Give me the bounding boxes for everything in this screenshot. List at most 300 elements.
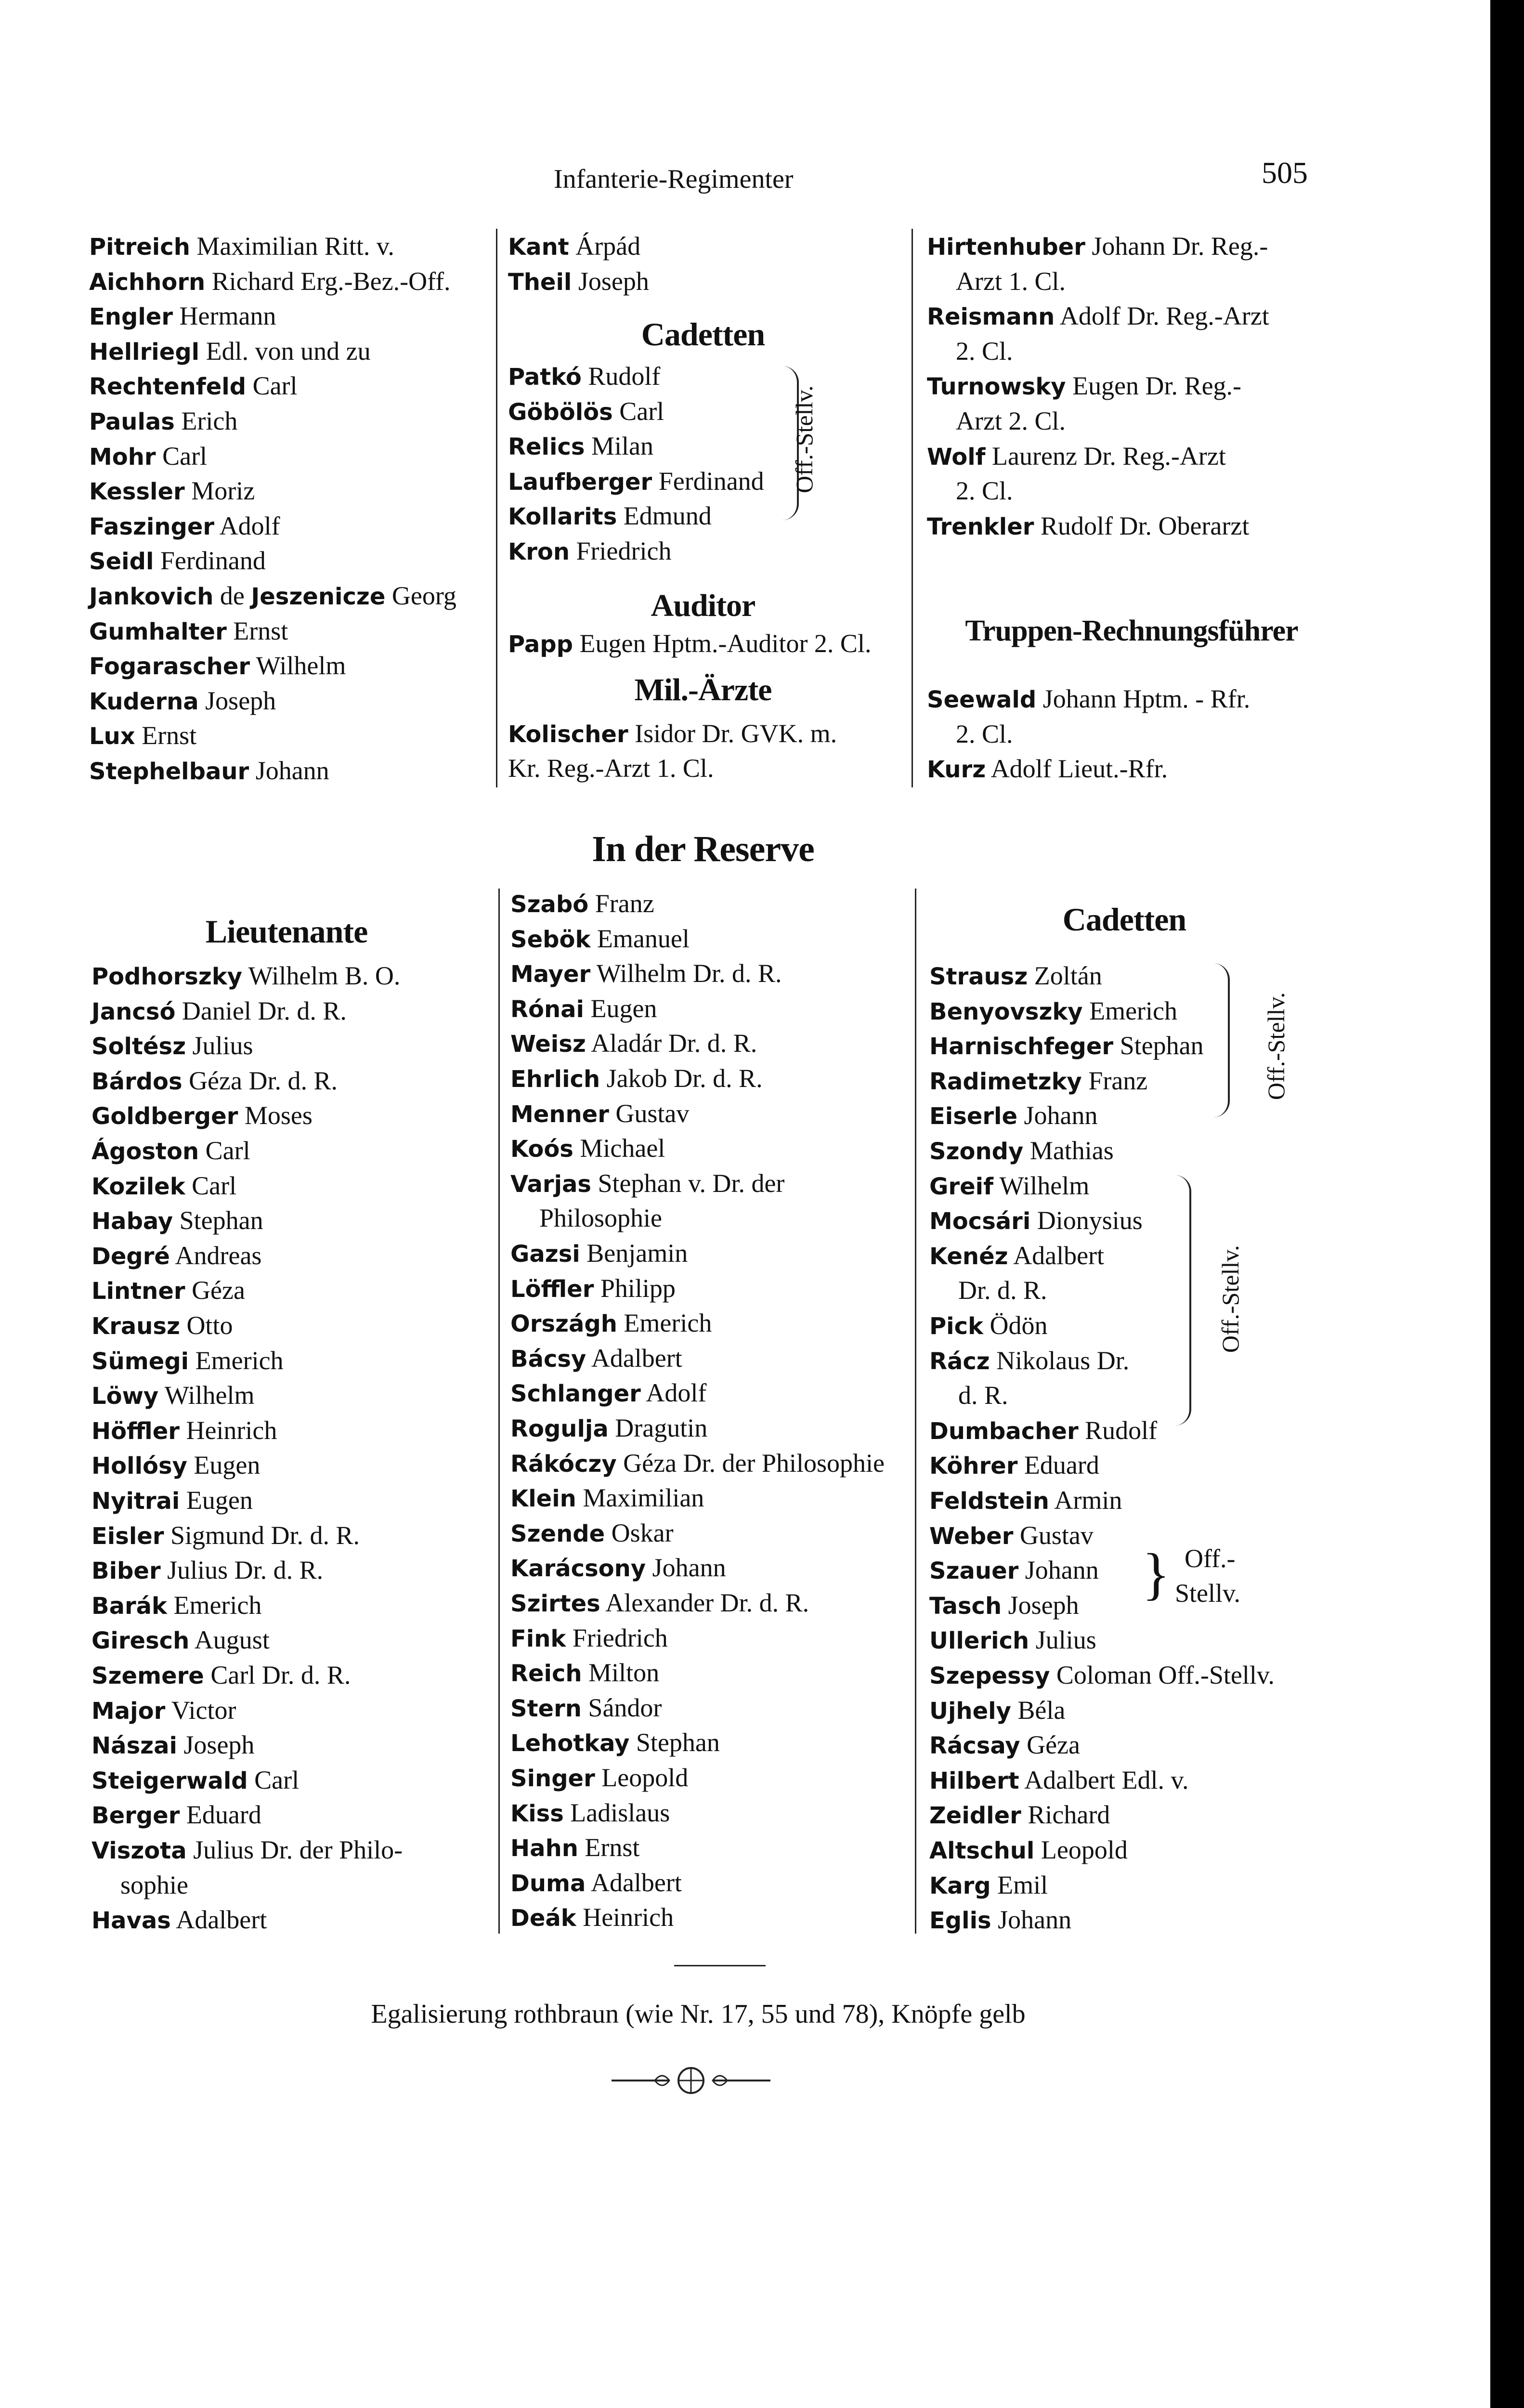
entry-surname: Kenéz: [929, 1243, 1008, 1270]
entry-surname: Seewald: [927, 686, 1037, 713]
entry-rest: Carl Dr. d. R.: [204, 1661, 351, 1689]
entry-rest: Mathias: [1023, 1136, 1114, 1165]
entry-rest: Adalbert: [586, 1343, 682, 1373]
list-entry: [929, 1343, 1129, 1379]
entry-surname: Weber: [929, 1522, 1014, 1550]
footer-rule: [674, 1965, 766, 1966]
offstellv-label: Off.-Stellv.: [1263, 992, 1290, 1100]
entry-surname: Zeidler: [929, 1802, 1021, 1830]
list-entry: [508, 229, 640, 264]
list-entry: [929, 1693, 1065, 1728]
entry-rest: Árpád: [569, 232, 641, 261]
entry-rest: Emerich: [167, 1590, 262, 1620]
entry-rest: Adolf: [214, 511, 280, 540]
entry-surname: Sümegi: [91, 1348, 189, 1375]
entry-rest: Moses: [238, 1101, 313, 1130]
entry-rest: Aladár Dr. d. R.: [586, 1029, 757, 1058]
entry-surname: Hollósy: [91, 1453, 187, 1480]
entry-rest: Zoltán: [1028, 961, 1102, 990]
list-entry: [510, 1865, 682, 1901]
list-entry: [89, 753, 329, 789]
entry-surname: Eisler: [91, 1522, 164, 1550]
list-entry: [91, 1133, 250, 1169]
list-entry: [510, 991, 657, 1027]
entry-surname: Tasch: [929, 1592, 1002, 1620]
entry-surname: Szondy: [929, 1138, 1024, 1165]
entry-surname: Duma: [510, 1870, 586, 1897]
entry-rest: Adalbert Edl. v.: [1019, 1765, 1189, 1794]
entry-rest: Emerich: [1082, 996, 1178, 1025]
list-entry: [929, 1063, 1147, 1099]
entry-rest: Richard Erg.-Bez.-Off.: [205, 266, 451, 296]
entry-surname: Weisz: [510, 1031, 586, 1058]
entry-surname: Giresch: [91, 1627, 190, 1655]
list-entry: [89, 578, 456, 614]
entry-surname: Ehrlich: [510, 1066, 600, 1093]
entry-surname: Stern: [510, 1695, 582, 1722]
entry-surname: Seidl: [89, 548, 154, 576]
entry-surname: Pitreich: [89, 234, 190, 261]
list-entry: [927, 229, 1268, 264]
list-entry: [508, 429, 653, 464]
milaerzte-heading: Mil.-Ärzte: [634, 672, 772, 707]
entry-surname: Hilbert: [929, 1767, 1019, 1794]
entry-rest: Moriz: [184, 476, 255, 506]
entry-surname: Nászai: [91, 1732, 177, 1760]
entry-rest: Ferdinand: [652, 466, 764, 496]
entry-surname: Kron: [508, 538, 570, 565]
entry-rest: Ödön: [983, 1311, 1048, 1340]
entry-rest: Dr. d. R.: [958, 1276, 1047, 1305]
entry-rest: Heinrich: [179, 1415, 277, 1445]
list-entry: [510, 1795, 670, 1831]
entry-rest: Rudolf: [1078, 1415, 1158, 1445]
entry-surname: Rácz: [929, 1348, 990, 1375]
entry-rest: Adolf: [640, 1378, 707, 1408]
entry-surname: Major: [91, 1697, 166, 1725]
entry-surname: Mayer: [510, 961, 591, 988]
list-entry: [89, 299, 276, 334]
entry-surname: Fink: [510, 1625, 566, 1652]
list-entry: [91, 1028, 253, 1064]
entry-rest: Milton: [582, 1658, 660, 1688]
entry-rest: 2. Cl.: [956, 719, 1013, 748]
entry-rest: Philosophie: [539, 1204, 663, 1233]
list-entry: [510, 1026, 757, 1061]
entry-rest: Stephan: [173, 1206, 263, 1235]
list-entry: [91, 1588, 261, 1623]
list-entry: [91, 1727, 254, 1763]
entry-rest: Victor: [165, 1695, 236, 1725]
column-rule: [912, 229, 913, 787]
list-entry: [927, 439, 1226, 474]
list-entry: [89, 229, 394, 264]
entry-surname: Altschul: [929, 1837, 1035, 1864]
entry-surname: Menner: [510, 1100, 609, 1128]
offstellv-label: Off.-Stellv.: [1217, 1245, 1244, 1353]
entry-surname: Szauer: [929, 1557, 1019, 1585]
list-entry: [510, 1166, 784, 1202]
entry-surname: Wolf: [927, 443, 986, 471]
ornament-icon: [612, 2066, 770, 2095]
page-number: 505: [1262, 156, 1308, 190]
entry-rest: Erich: [174, 406, 238, 435]
entry-rest: 2. Cl.: [956, 336, 1013, 366]
list-entry: [927, 681, 1250, 717]
entry-rest: Emanuel: [590, 924, 690, 953]
list-entry: [929, 1797, 1110, 1833]
reserve-heading: In der Reserve: [592, 829, 814, 869]
entry-surname: Relics: [508, 433, 585, 461]
lieutenante-heading: Lieutenante: [205, 913, 368, 950]
entry-rest: Alexander Dr. d. R.: [600, 1588, 809, 1617]
list-entry: [510, 1341, 682, 1376]
list-entry: [927, 509, 1249, 544]
auditor-entry: Papp Eugen Hptm.-Auditor 2. Cl.: [508, 629, 872, 658]
list-entry: [929, 1378, 1008, 1413]
list-entry: [508, 359, 660, 394]
entry-rest: Philipp: [594, 1273, 676, 1303]
list-entry: [929, 1028, 1204, 1064]
entry-rest: August: [189, 1625, 270, 1655]
list-entry: [510, 1621, 668, 1656]
entry-rest: Ladislaus: [563, 1798, 670, 1827]
entry-surname: Ujhely: [929, 1697, 1011, 1725]
list-entry: [91, 958, 400, 994]
entry-surname: Faszinger: [89, 513, 215, 540]
entry-rest: Stephan: [629, 1728, 720, 1757]
entry-surname: Schlanger: [510, 1380, 641, 1408]
entry-rest: Julius Dr. der Philo-: [186, 1835, 403, 1864]
entry-surname: Kant: [508, 234, 569, 261]
entry-rest: Milan: [585, 432, 653, 461]
entry-rest: Sándor: [581, 1693, 662, 1722]
list-entry: [89, 439, 207, 474]
entry-rest: Arzt 1. Cl.: [956, 266, 1066, 296]
entry-rest: Eugen: [187, 1451, 261, 1480]
entry-surname: Soltész: [91, 1033, 186, 1060]
list-entry: [929, 1273, 1047, 1308]
list-entry: [929, 1308, 1048, 1344]
entry-rest: Johann Hptm. - Rfr.: [1036, 684, 1250, 713]
list-entry: [91, 1797, 261, 1833]
column-rule: [915, 889, 916, 1934]
entry-rest: Johann: [249, 756, 329, 785]
entry-rest: Ernst: [135, 721, 197, 750]
list-entry: [929, 1902, 1071, 1938]
list-entry: [510, 1236, 688, 1271]
entry-surname: Jancsó: [91, 998, 176, 1025]
entry-rest: Laurenz Dr. Reg.-Arzt: [985, 441, 1226, 471]
list-entry: [91, 1448, 260, 1483]
entry-rest: Adalbert: [586, 1868, 682, 1897]
entry-surname: Deák: [510, 1905, 576, 1932]
list-entry: [929, 1483, 1122, 1518]
entry-rest: Ernst: [578, 1833, 640, 1862]
entry-rest: Franz: [1081, 1066, 1148, 1095]
list-entry: [510, 886, 654, 922]
entry-surname: Sebök: [510, 926, 591, 953]
entry-surname: Engler: [89, 303, 173, 331]
offstellv-label: Off.-Stellv.: [791, 385, 818, 493]
entry-rest: Dionysius: [1030, 1206, 1143, 1235]
entry-rest: Benjamin: [580, 1239, 688, 1268]
list-entry: [929, 1623, 1096, 1658]
entry-rest: Géza Dr. d. R.: [182, 1066, 338, 1095]
entry-rest: Dragutin: [608, 1413, 708, 1442]
entry-rest: Wilhelm: [993, 1171, 1090, 1200]
entry-surname: Paulas: [89, 408, 175, 435]
list-entry: [510, 1516, 674, 1551]
entry-rest: Emerich: [617, 1309, 712, 1338]
entry-surname-extra: Jeszenicze: [251, 583, 386, 610]
entry-surname: Szabó: [510, 891, 589, 918]
entry-surname: Dumbacher: [929, 1417, 1079, 1445]
entry-surname: Lehotkay: [510, 1730, 630, 1757]
entry-surname: Feldstein: [929, 1488, 1049, 1515]
list-entry: [929, 1518, 1094, 1554]
list-entry: [510, 1306, 712, 1341]
entry-surname: Rechtenfeld: [89, 373, 247, 401]
list-entry: [510, 1900, 674, 1936]
list-entry: [927, 717, 1013, 751]
entry-rest: Joseph: [1002, 1590, 1079, 1620]
list-entry: [510, 1480, 704, 1516]
entry-rest: Oskar: [605, 1518, 674, 1547]
entry-surname: Klein: [510, 1485, 576, 1513]
list-entry: [89, 509, 280, 544]
list-entry: [929, 1763, 1189, 1798]
list-entry: [929, 1448, 1099, 1483]
list-entry: [927, 404, 1066, 438]
list-entry: [510, 1271, 676, 1307]
entry-surname: Trenkler: [927, 513, 1034, 540]
entry-rest: Eduard: [180, 1800, 261, 1830]
entry-rest: Johann: [646, 1553, 726, 1583]
list-entry: [929, 1832, 1128, 1868]
cadetten-heading: Cadetten: [641, 316, 765, 353]
entry-rest: Leopold: [1034, 1835, 1128, 1864]
entry-surname: Kurz: [927, 756, 986, 784]
entry-surname: Havas: [91, 1907, 171, 1935]
entry-rest: Emil: [990, 1870, 1048, 1899]
footer-note: Egalisierung rothbraun (wie Nr. 17, 55 und 78), Knöpfe gelb: [371, 1999, 1026, 2029]
list-entry: [91, 1623, 270, 1658]
entry-rest: Béla: [1011, 1695, 1066, 1725]
offstellv-split-1: Off.-: [1185, 1544, 1236, 1573]
entry-rest: Otto: [180, 1311, 233, 1340]
list-entry: [510, 1725, 720, 1761]
list-entry: [929, 1098, 1098, 1134]
entry-rest: Maximilian Ritt. v.: [190, 232, 394, 261]
list-entry: [508, 534, 671, 569]
entry-surname: Steigerwald: [91, 1767, 248, 1794]
entry-surname: Harnischfeger: [929, 1033, 1114, 1060]
entry-rest: Gustav: [1013, 1520, 1094, 1550]
entry-surname: Fogarascher: [89, 653, 250, 681]
entry-surname: Viszota: [91, 1837, 187, 1864]
column-rule: [496, 229, 497, 787]
entry-rest: Adolf Dr. Reg.-Arzt: [1055, 301, 1269, 331]
list-entry: [510, 1411, 707, 1446]
list-entry: [508, 394, 664, 430]
list-entry: [510, 1585, 809, 1621]
list-entry: [89, 718, 196, 754]
entry-surname: Rónai: [510, 995, 584, 1023]
entry-rest: Eduard: [1017, 1451, 1099, 1480]
entry-surname: Turnowsky: [927, 373, 1066, 401]
entry-surname: Varjas: [510, 1170, 591, 1198]
entry-rest: Carl: [199, 1136, 250, 1165]
entry-rest: Coloman Off.-Stellv.: [1050, 1661, 1275, 1689]
list-entry: [510, 1375, 706, 1411]
entry-rest: Adalbert: [1008, 1241, 1105, 1270]
entry-surname: Lintner: [91, 1278, 185, 1305]
list-entry: [91, 1343, 284, 1379]
list-entry: [510, 1201, 662, 1235]
list-entry: [927, 264, 1066, 299]
list-entry: [91, 1378, 255, 1413]
entry-rest: Arzt 2. Cl.: [956, 406, 1066, 435]
entry-surname: Degré: [91, 1243, 170, 1270]
list-entry: [927, 473, 1013, 508]
entry-rest: Carl: [246, 371, 298, 401]
list-entry: [929, 1727, 1080, 1763]
entry-rest: Joseph: [198, 686, 276, 715]
entry-surname: Karg: [929, 1872, 991, 1899]
list-entry: [91, 1553, 323, 1588]
list-entry: [91, 1658, 351, 1693]
list-entry: [927, 299, 1269, 334]
entry-rest: Maximilian: [576, 1483, 704, 1513]
list-entry: [929, 958, 1102, 994]
entry-rest: Eugen: [180, 1486, 253, 1515]
entry-rest: Armin: [1049, 1486, 1122, 1515]
entry-rest: Andreas: [169, 1241, 262, 1270]
list-entry: [91, 1063, 338, 1099]
entry-surname: Radimetzky: [929, 1068, 1082, 1095]
entry-surname: Aichhorn: [89, 268, 206, 296]
list-entry: [929, 1553, 1099, 1588]
entry-rest: Eugen Dr. Reg.-: [1066, 371, 1242, 401]
entry-rest: Sigmund Dr. d. R.: [164, 1520, 360, 1550]
entry-surname: Köhrer: [929, 1453, 1018, 1480]
entry-surname: Rácsay: [929, 1732, 1020, 1760]
list-entry: [929, 1588, 1079, 1623]
entry-rest: Géza: [185, 1276, 245, 1305]
entry-surname: Kozilek: [91, 1173, 185, 1200]
entry-rest: Friedrich: [566, 1623, 668, 1652]
auditor-heading: Auditor: [651, 588, 755, 623]
list-entry: [89, 334, 371, 369]
entry-surname: Reismann: [927, 303, 1055, 331]
entry-rest: Rudolf Dr. Oberarzt: [1034, 511, 1250, 540]
list-entry: [91, 1238, 261, 1274]
entry-surname: Stephelbaur: [89, 758, 249, 785]
entry-surname: Bácsy: [510, 1345, 586, 1373]
milaerzte-entry-cont: Kr. Reg.-Arzt 1. Cl.: [508, 754, 714, 783]
entry-rest: Carl: [612, 396, 664, 426]
truppen-heading: Truppen-Rechnungsführer: [965, 615, 1298, 647]
entry-surname: Koós: [510, 1136, 573, 1163]
list-entry: [929, 1658, 1275, 1693]
list-entry: [89, 473, 255, 509]
list-entry: [91, 1868, 188, 1902]
list-entry: [91, 1273, 245, 1309]
entry-rest: Eugen: [584, 994, 657, 1023]
list-entry: [91, 1308, 233, 1344]
entry-surname: Krausz: [91, 1313, 180, 1340]
entry-surname: Strausz: [929, 963, 1028, 990]
entry-surname: Hahn: [510, 1835, 578, 1862]
list-entry: [89, 264, 451, 300]
list-entry: [929, 1868, 1048, 1903]
list-entry: [510, 1830, 639, 1866]
list-entry: [508, 264, 649, 300]
list-entry: [510, 1061, 763, 1097]
entry-surname: Eiserle: [929, 1103, 1018, 1130]
entry-rest: Nikolaus Dr.: [990, 1346, 1130, 1375]
list-entry: [510, 1446, 885, 1481]
list-entry: [89, 648, 346, 684]
entry-rest: Wilhelm B. O.: [242, 961, 401, 990]
list-entry: [91, 1098, 313, 1134]
list-entry: [89, 404, 237, 439]
entry-surname: Lux: [89, 723, 135, 750]
entry-surname: Bárdos: [91, 1068, 182, 1095]
entry-rest: Richard: [1021, 1800, 1110, 1830]
entry-surname: Goldberger: [91, 1103, 238, 1130]
list-entry: [91, 1168, 236, 1204]
entry-rest: Joseph: [177, 1730, 255, 1760]
entry-rest: Stephan v. Dr. der: [591, 1168, 785, 1198]
list-entry: [89, 543, 266, 579]
entry-rest: Daniel Dr. d. R.: [175, 996, 347, 1025]
entry-rest: Julius: [1029, 1625, 1096, 1655]
entry-rest: Adolf Lieut.-Rfr.: [986, 754, 1168, 784]
list-entry: [929, 1413, 1157, 1449]
entry-surname: Theil: [508, 268, 572, 296]
brace: [1213, 963, 1230, 1117]
entry-surname: Barák: [91, 1592, 167, 1620]
entry-surname: Greif: [929, 1173, 993, 1200]
entry-rest: de: [213, 581, 251, 610]
entry-surname: Karácsony: [510, 1555, 646, 1583]
entry-rest: Carl: [156, 441, 208, 471]
list-entry: [510, 956, 782, 992]
list-entry: [929, 1133, 1114, 1169]
entry-rest: Rudolf: [581, 362, 661, 391]
list-entry: [91, 1413, 277, 1449]
entry-rest: 2. Cl.: [956, 476, 1013, 506]
entry-rest: Gustav: [609, 1099, 690, 1128]
entry-rest-extra: Georg: [385, 581, 456, 610]
scan-edge: [1490, 0, 1524, 2408]
entry-rest: Joseph: [572, 266, 649, 296]
list-entry: [91, 1902, 267, 1938]
entry-rest: Carl: [247, 1765, 300, 1794]
list-entry: [91, 1518, 360, 1554]
entry-rest: Leopold: [595, 1763, 689, 1792]
list-entry: [508, 464, 764, 499]
entry-rest: Wilhelm Dr. d. R.: [590, 959, 782, 988]
list-entry: [91, 1483, 253, 1518]
entry-rest: Edl. von und zu: [199, 336, 371, 366]
entry-surname: Göbölös: [508, 398, 613, 426]
entry-surname: Hirtenhuber: [927, 234, 1085, 261]
list-entry: [91, 1203, 263, 1239]
entry-surname: Nyitrai: [91, 1488, 180, 1515]
